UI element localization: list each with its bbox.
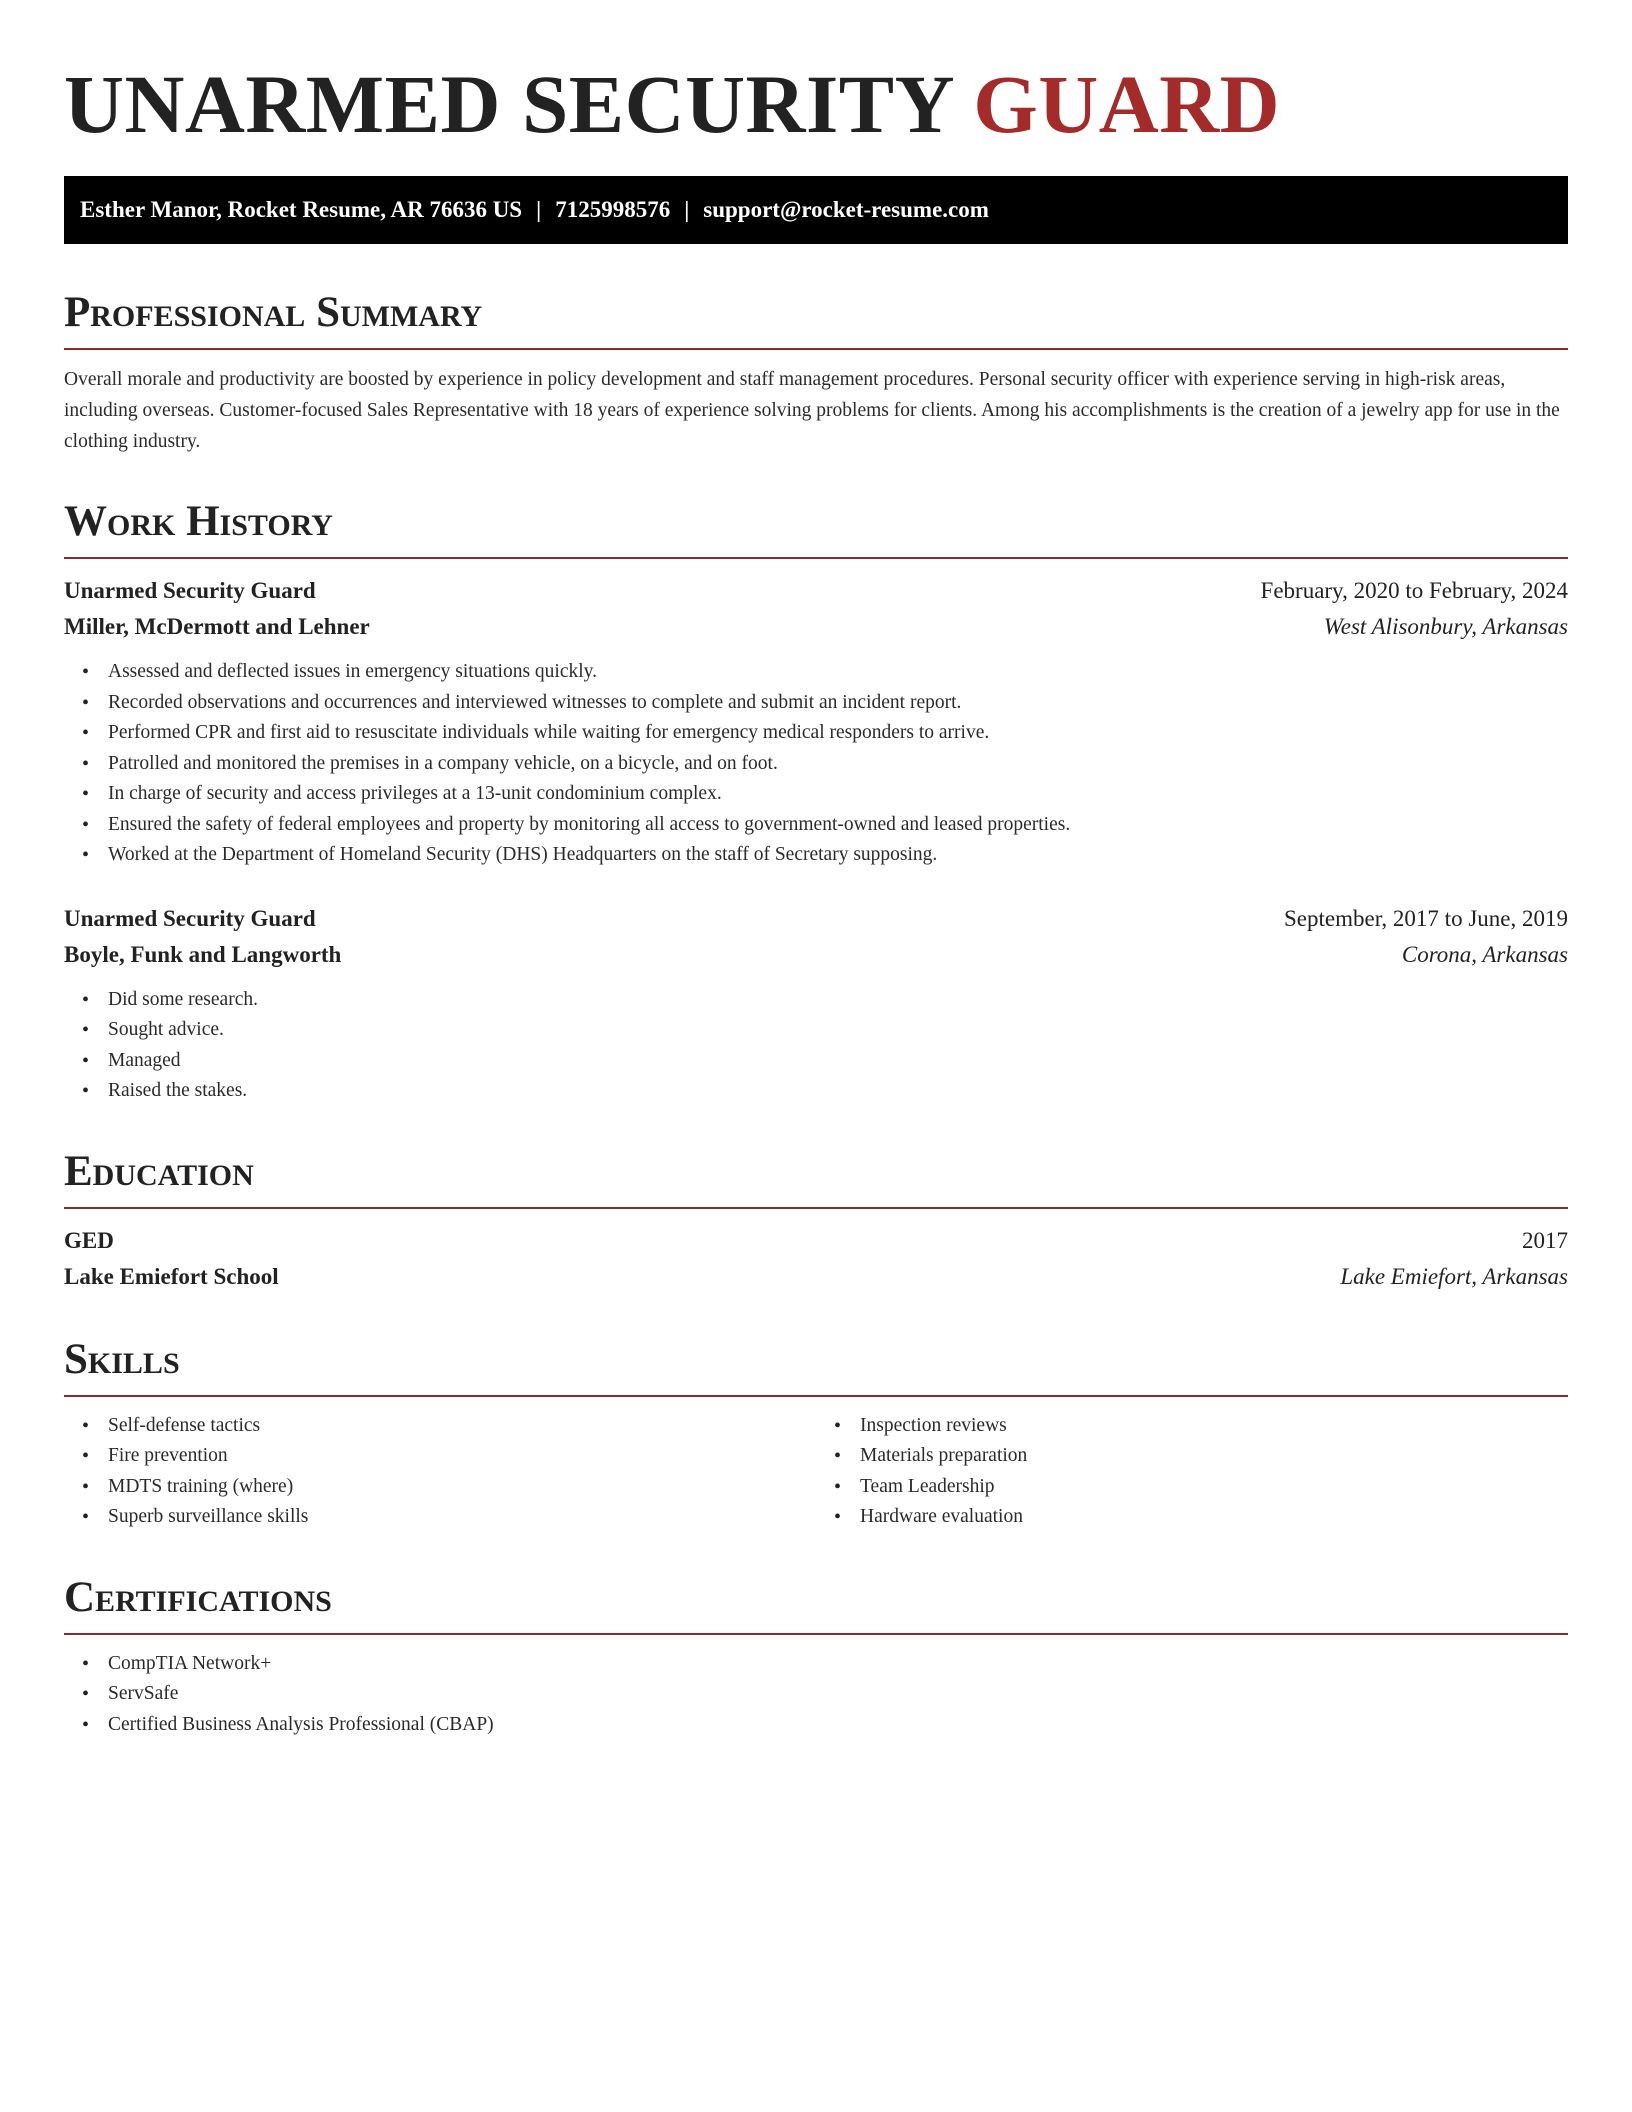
certifications-heading: Certifications: [64, 1573, 1568, 1635]
certifications-list: [64, 1649, 1568, 1741]
skill-item: • Hardware evaluation: [860, 1502, 1568, 1533]
work-history-heading: Work History: [64, 497, 1568, 559]
job-duty: • Raised the stakes.: [108, 1076, 1568, 1107]
job-duty: • Assessed and deflected issues in emergency situations quickly.: [108, 657, 1568, 688]
job-duty: • Managed: [108, 1046, 1568, 1077]
skill-item: • Team Leadership: [860, 1472, 1568, 1503]
skill-item: • Fire prevention: [108, 1441, 816, 1472]
job-duty: • Did some research.: [108, 985, 1568, 1016]
job-dates: February, 2020 to February, 2024: [1260, 578, 1568, 603]
skill-item: • Materials preparation: [860, 1441, 1568, 1472]
contact-separator: |: [684, 197, 690, 222]
skill-item: • MDTS training (where): [108, 1472, 816, 1503]
contact-separator: |: [536, 197, 542, 222]
contact-address: Esther Manor, Rocket Resume, AR 76636 US: [80, 197, 523, 222]
title-accent: GUARD: [973, 58, 1281, 150]
summary-text: Overall morale and productivity are boosted by experience in policy development and staff management procedures. Personal security officer with experience serving in high-risk areas, including overseas. Customer-focused Sales Representative with 18 years of experience solving problems for clients. Among his accomplishments is the creation of a jewelry app for use in the clothing industry.: [64, 369, 1560, 452]
skill-item: • Inspection reviews: [860, 1411, 1568, 1442]
summary-section: [64, 288, 1568, 457]
education-heading: Education: [64, 1147, 1568, 1209]
education-section: [64, 1147, 1568, 1295]
work-history-section: [64, 497, 1568, 1107]
job-duty: • Ensured the safety of federal employees and property by monitoring all access to government-owned and leased properties.: [108, 810, 1568, 841]
job-duty: • Sought advice.: [108, 1015, 1568, 1046]
job-duty: • Worked at the Department of Homeland Security (DHS) Headquarters on the staff of Secretary supposing.: [108, 840, 1568, 871]
job-location: West Alisonbury, Arkansas: [1323, 614, 1568, 639]
education-school: Lake Emiefort School: [64, 1263, 279, 1289]
job-entry: [64, 901, 1568, 1107]
skills-list-right: [816, 1411, 1568, 1533]
contact-phone[interactable]: 7125998576: [555, 197, 671, 222]
education-year: 2017: [1522, 1227, 1568, 1253]
skill-item: • Self-defense tactics: [108, 1411, 816, 1442]
job-duty: • Patrolled and monitored the premises in a company vehicle, on a bicycle, and on foot.: [108, 749, 1568, 780]
skill-item: • Superb surveillance skills: [108, 1502, 816, 1533]
certification-item: • CompTIA Network+: [108, 1649, 1568, 1680]
education-degree: GED: [64, 1227, 114, 1253]
job-duty: • In charge of security and access privileges at a 13-unit condominium complex.: [108, 779, 1568, 810]
contact-email[interactable]: support@rocket-resume.com: [703, 197, 989, 222]
contact-bar: [64, 176, 1568, 244]
certifications-section: [64, 1573, 1568, 1741]
job-title: Unarmed Security Guard: [64, 905, 316, 931]
job-duty: • Recorded observations and occurrences and interviewed witnesses to complete and submit an incident report.: [108, 688, 1568, 719]
skills-grid: [64, 1411, 1568, 1533]
title-main: UNARMED SECURITY: [64, 58, 953, 150]
education-location: Lake Emiefort, Arkansas: [1340, 1263, 1568, 1289]
job-company: Miller, McDermott and Lehner: [64, 614, 370, 639]
summary-heading: Professional Summary: [64, 288, 1568, 350]
job-duties-list: [64, 657, 1568, 871]
job-duties-list: [64, 985, 1568, 1107]
job-title: Unarmed Security Guard: [64, 578, 316, 603]
job-duty: • Performed CPR and first aid to resuscitate individuals while waiting for emergency medical responders to arrive.: [108, 718, 1568, 749]
job-location: Corona, Arkansas: [1401, 941, 1568, 967]
certification-item: • Certified Business Analysis Professional (CBAP): [108, 1710, 1568, 1741]
education-entry: [64, 1223, 1568, 1295]
certification-item: • ServSafe: [108, 1679, 1568, 1710]
skills-heading: Skills: [64, 1335, 1568, 1397]
job-dates: September, 2017 to June, 2019: [1284, 905, 1568, 931]
resume-title: [64, 54, 1568, 154]
skills-list-left: [64, 1411, 816, 1533]
skills-section: [64, 1335, 1568, 1533]
job-entry: [64, 573, 1568, 871]
job-company: Boyle, Funk and Langworth: [64, 941, 342, 967]
